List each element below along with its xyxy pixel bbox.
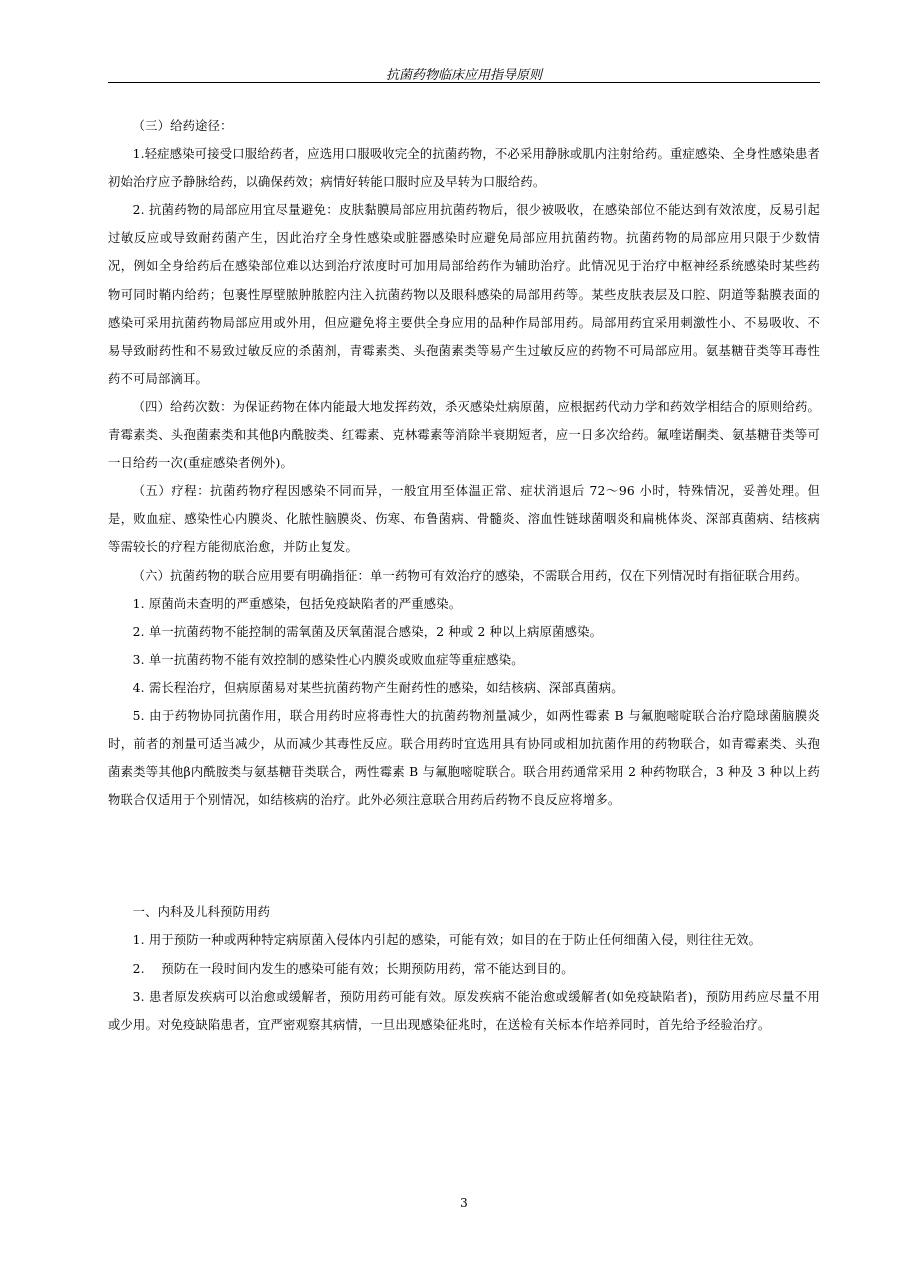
section-heading-route: （三）给药途径： [132,119,233,133]
paragraph-oral: 1.轻症感染可接受口服给药者，应选用口服吸收完全的抗菌药物，不必采用静脉或肌内注射给药。重症感染、全身性感染患者初始治疗应予静脉给药，以确保药效；病情好转能口服时应及早转为口服给药。 [108,147,820,190]
paragraph-combination-indication: （六）抗菌药物的联合应用要有明确指征：单一药物可有效治疗的感染，不需联合用药，仅在下列情况时有指征联合用药。 [132,568,808,583]
prophylaxis-item-3: 3. 患者原发疾病可以治愈或缓解者，预防用药可能有效。原发疾病不能治愈或缓解者(如免疫缺陷者)，预防用药应尽量不用或少用。对免疫缺陷患者，宜严密观察其病情，一旦出现感染征兆时，在送检有关标本作培养同时，首先给予经验治疗。 [108,989,820,1032]
list-item-2: 2. 单一抗菌药物不能控制的需氧菌及厌氧菌混合感染，2 种或 2 种以上病原菌感染。 [132,624,603,639]
list-item-3: 3. 单一抗菌药物不能有效控制的感染性心内膜炎或败血症等重症感染。 [132,652,524,667]
section-heading-prophylaxis: 一、内科及儿科预防用药 [132,905,271,920]
paragraph-course: （五）疗程：抗菌药物疗程因感染不同而异，一般宜用至体温正常、症状消退后 72～96 小时，特殊情况，妥善处理。但是，败血症、感染性心内膜炎、化脓性脑膜炎、伤寒、布鲁菌病、骨髓炎、溶血性链球菌咽炎和扁桃体炎、深部真菌病、结核病等需较长的疗程方能彻底治愈，并防止复发。 [108,484,820,555]
running-header-title: 抗菌药物临床应用指导原则 [385,68,542,83]
prophylaxis-item-2: 2. 预防在一段时间内发生的感染可能有效；长期预防用药，常不能达到目的。 [132,961,574,976]
header-rule [108,82,820,83]
list-item-4: 4. 需长程治疗，但病原菌易对某些抗菌药物产生耐药性的感染，如结核病、深部真菌病。 [132,680,624,695]
prophylaxis-item-1: 1. 用于预防一种或两种特定病原菌入侵体内引起的感染，可能有效；如目的在于防止任何细菌入侵，则往往无效。 [132,933,762,948]
paragraph-local-application: 2. 抗菌药物的局部应用宜尽量避免：皮肤黏膜局部应用抗菌药物后，很少被吸收，在感染部位不能达到有效浓度，反易引起过敏反应或导致耐药菌产生，因此治疗全身性感染或脏器感染时应避免局部应用抗菌药物。抗菌药物的局部应用只限于少数情况，例如全身给药后在感染部位难以达到治疗浓度时可加用局部给药作为辅助治疗。此情况见于治疗中枢神经系统感染时某些药物可同时鞘内给药；包裹性厚壁脓肿脓腔内注入抗菌药物以及眼科感染的局部用药等。某些皮肤表层及口腔、阴道等黏膜表面的感染可采用抗菌药物局部应用或外用，但应避免将主要供全身应用的品种作局部用药。局部用药宜采用刺激性小、不易吸收、不易导致耐药性和不易致过敏反应的杀菌剂，青霉素类、头孢菌素类等易产生过敏反应的药物不可局部应用。氨基糖苷类等耳毒性药不可局部滴耳。 [108,203,820,386]
page-number: 3 [460,1196,468,1210]
body-text [108,112,820,1039]
paragraph-dosing-frequency: （四）给药次数：为保证药物在体内能最大地发挥药效，杀灭感染灶病原菌，应根据药代动力学和药效学相结合的原则给药。青霉素类、头孢菌素类和其他β内酰胺类、红霉素、克林霉素等消除半衰期短者，应一日多次给药。氟喹诺酮类、氨基糖苷类等可一日给药一次(重症感染者例外)。 [108,399,820,471]
list-item-1: 1. 原菌尚未查明的严重感染，包括免疫缺陷者的严重感染。 [132,596,462,611]
list-item-5: 5. 由于药物协同抗菌作用，联合用药时应将毒性大的抗菌药物剂量减少，如两性霉素 B 与氟胞嘧啶联合治疗隐球菌脑膜炎时，前者的剂量可适当减少，从而减少其毒性反应。联合用药时宜选用具有协同或相加抗菌作用的药物联合，如青霉素类、头孢菌素类等其他β内酰胺类与氨基糖苷类联合，两性霉素 B 与氟胞嘧啶联合。联合用药通常采用 2 种药物联合，3 种及 3 种以上药物联合仅适用于个别情况，如结核病的治疗。此外必须注意联合用药后药物不良反应将增多。 [108,708,820,808]
